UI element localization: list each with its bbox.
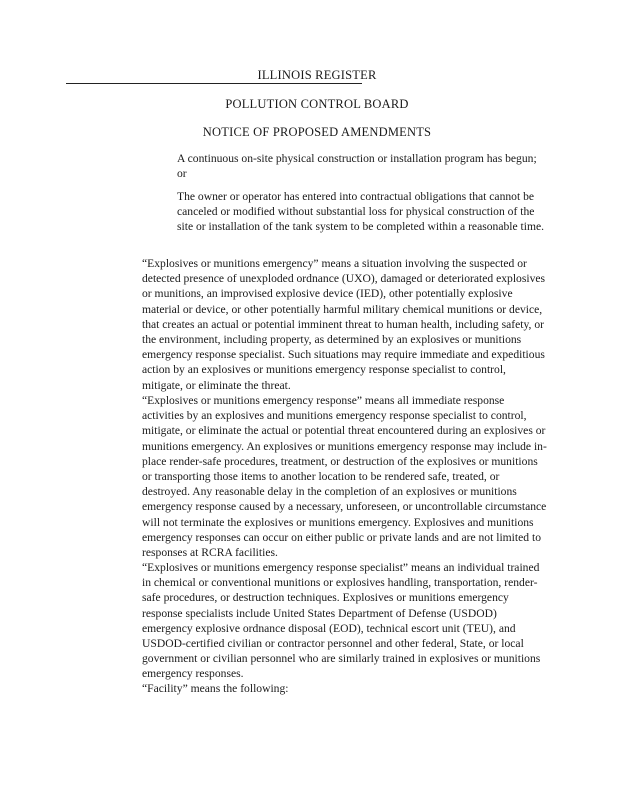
paragraph-construction-program: A continuous on-site physical construction or installation program has begun; or	[177, 152, 537, 181]
definition-facility: “Facility” means the following:	[142, 682, 289, 695]
definition-emergency-response: “Explosives or munitions emergency response” means all immediate response activities by an explosives and munitions emergency response specialist to control, mitigate, or eliminate the actual or potential threat encountered during an explosives or munitions emergency. An explosives or munitions emergency response may include in-place render-safe procedures, treatment, or destruction of the explosives or munitions or transporting those items to another location to be rendered safe, treated, or destroyed. Any reasonable delay in the completion of an explosives or munitions emergency response caused by a necessary, unforeseen, or uncontrollable circumstance will not terminate the explosives or munitions emergency. Explosives and munitions emergency responses can occur on either public or private lands and are not limited to responses at RCRA facilities.	[142, 394, 547, 560]
register-title: ILLINOIS REGISTER	[257, 68, 377, 82]
definition-explosives-emergency: “Explosives or munitions emergency” means a situation involving the suspected or detected presence of unexploded ordnance (UXO), damaged or deteriorated explosives or munitions, an improvised explosive device (IED), other potentially explosive material or device, or other potentially harmful military chemical munitions or device, that creates an actual or potential imminent threat to human health, including safety, or the environment, including property, as determined by an explosives or munitions emergency response specialist. Such situations may require immediate and expeditious action by an explosives or munitions emergency response specialist to control, mitigate, or eliminate the threat.	[142, 257, 546, 392]
paragraph-contractual-obligations: The owner or operator has entered into contractual obligations that cannot be canceled or modified without substantial loss for physical construction of the site or installation of the tank system to be completed within a reasonable time.	[177, 190, 545, 234]
notice-title: NOTICE OF PROPOSED AMENDMENTS	[202, 125, 432, 139]
definition-response-specialist: “Explosives or munitions emergency response specialist” means an individual trained in chemical or conventional munitions or explosives handling, transportation, render-safe procedures, or destruction techniques. Explosives or munitions emergency response specialists include United States Department of Defense (USDOD) emergency explosive ordnance disposal (EOD), technical escort unit (TEU), and USDOD-certified civilian or contractor personnel and other federal, State, or local government or civilian personnel who are similarly trained in explosives or munitions emergency responses.	[142, 561, 541, 681]
header-rule	[66, 83, 362, 84]
board-title: POLLUTION CONTROL BOARD	[225, 97, 409, 111]
